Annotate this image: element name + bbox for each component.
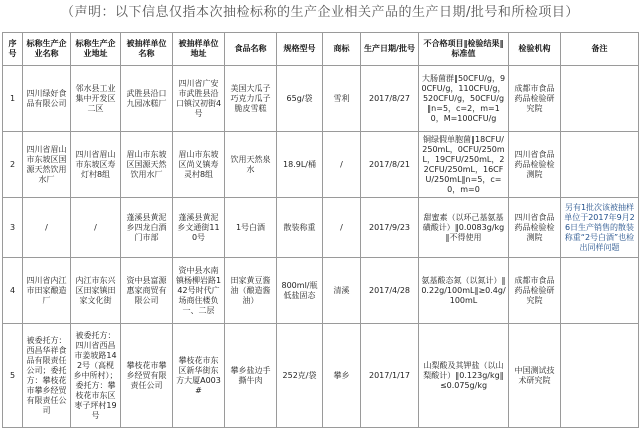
cell-food: 攀乡盐边手撕牛肉 — [225, 324, 277, 428]
cell-date: 2017/4/28 — [361, 258, 419, 324]
cell-sampled-unit: 攀枝花市攀乡经贸有限责任公司 — [121, 324, 173, 428]
cell-company: 四川绿好食品有限公司 — [23, 66, 71, 132]
cell-address: 邻水县工业集中开发区二区 — [71, 66, 121, 132]
cell-remark — [561, 132, 639, 198]
cell-remark: 另有1批次该被抽样单位于2017年9月26日生产销售的散装称重“2号白酒”也检出同样问题 — [561, 198, 639, 258]
cell-sampled-unit: 眉山市东坡区国源天然饮用水厂 — [121, 132, 173, 198]
header-address: 标称生产企业地址 — [71, 33, 121, 66]
cell-brand: 雪利 — [323, 66, 361, 132]
header-lab: 检验机构 — [509, 33, 561, 66]
cell-address: 内江市东兴区田家镇田家文化街 — [71, 258, 121, 324]
cell-address: 被委托方：四川省西昌市姜坡路142号（高枧乡中所村）；委托方：攀枝花市东区枣子坪村19号 — [71, 324, 121, 428]
cell-spec: 18.9L/桶 — [277, 132, 323, 198]
cell-spec: 65g/袋 — [277, 66, 323, 132]
cell-brand: 清溪 — [323, 258, 361, 324]
cell-food: 饮用天然泉水 — [225, 132, 277, 198]
cell-lab: 中国测试技术研究院 — [509, 324, 561, 428]
cell-no: 4 — [3, 258, 23, 324]
cell-remark — [561, 324, 639, 428]
cell-date: 2017/1/17 — [361, 324, 419, 428]
cell-lab: 四川省食品药品检验检测院 — [509, 132, 561, 198]
header-failure: 不合格项目‖检验结果‖标准值 — [419, 33, 509, 66]
header-sampled-unit: 被抽样单位名称 — [121, 33, 173, 66]
header-date: 生产日期/批号 — [361, 33, 419, 66]
cell-food: 1号白酒 — [225, 198, 277, 258]
cell-sampled-unit: 资中县富源惠家商贸有限公司 — [121, 258, 173, 324]
cell-no: 1 — [3, 66, 23, 132]
cell-failure: 铜绿假单胞菌‖18CFU/250mL，0CFU/250mL，19CFU/250mL，22CFU/250mL，16CFU/250mL‖n=5，c=0，m=0 — [419, 132, 509, 198]
cell-sampled-address: 攀枝花市东区新华街东方大厦A003# — [173, 324, 225, 428]
cell-brand: / — [323, 198, 361, 258]
cell-date: 2017/8/27 — [361, 66, 419, 132]
cell-brand: 攀乡 — [323, 324, 361, 428]
cell-lab: 四川省食品药品检验检测院 — [509, 198, 561, 258]
cell-sampled-address: 眉山市东坡区尚义镇寿灵村8组 — [173, 132, 225, 198]
cell-failure: 大肠菌群‖50CFU/g，90CFU/g，110CFU/g，520CFU/g，50CFU/g‖n=5，c=2，m=10，M=100CFU/g — [419, 66, 509, 132]
cell-sampled-unit: 武胜县沿口九园冰糕厂 — [121, 66, 173, 132]
cell-spec: 散装称重 — [277, 198, 323, 258]
cell-company: 被委托方：西昌华祥食品有限责任公司；委托方：攀枝花市攀乡经贸有限责任公司 — [23, 324, 71, 428]
header-no: 序号 — [3, 33, 23, 66]
cell-failure: 甜蜜素（以环己基氨基磺酸计）‖0.0083g/kg‖不得使用 — [419, 198, 509, 258]
header-spec: 规格型号 — [277, 33, 323, 66]
header-brand: 商标 — [323, 33, 361, 66]
cell-remark — [561, 258, 639, 324]
table-row — [3, 66, 639, 132]
table-row — [3, 258, 639, 324]
cell-company: 四川省眉山市东坡区国源天然饮用水厂 — [23, 132, 71, 198]
cell-lab: 成都市食品药品检验研究院 — [509, 258, 561, 324]
disclaimer-notice: （声明：以下信息仅指本次抽检标称的生产企业相关产品的生产日期/批号和所检项目） — [61, 5, 579, 20]
inspection-results-table — [2, 32, 639, 428]
cell-sampled-address: 资中县水南镇杨柳岩路142号时代广场商住楼负一、二层 — [173, 258, 225, 324]
cell-no: 3 — [3, 198, 23, 258]
cell-spec: 800ml/瓶低盐固态 — [277, 258, 323, 324]
table-header-row — [3, 33, 639, 66]
table-row — [3, 198, 639, 258]
cell-company: 四川省内江市田家酿造厂 — [23, 258, 71, 324]
cell-sampled-address: 四川省广安市武胜县沿口镇汉初街4号 — [173, 66, 225, 132]
cell-date: 2017/8/21 — [361, 132, 419, 198]
table-row — [3, 132, 639, 198]
cell-lab: 成都市食品药品检验研究院 — [509, 66, 561, 132]
cell-remark — [561, 66, 639, 132]
cell-sampled-unit: 蓬溪县黄泥乡四龙白酒门市部 — [121, 198, 173, 258]
cell-sampled-address: 蓬溪县黄泥乡文通街110号 — [173, 198, 225, 258]
cell-no: 5 — [3, 324, 23, 428]
table-row — [3, 324, 639, 428]
cell-failure: 山梨酸及其钾盐（以山梨酸计）‖0.123g/kg‖≤0.075g/kg — [419, 324, 509, 428]
header-food: 食品名称 — [225, 33, 277, 66]
cell-company: / — [23, 198, 71, 258]
cell-brand: / — [323, 132, 361, 198]
cell-failure: 氨基酸态氮（以氮计）‖0.22g/100mL‖≥0.4g/100mL — [419, 258, 509, 324]
header-sampled-address: 被抽样单位地址 — [173, 33, 225, 66]
cell-food: 田家黄豆酱油（酿造酱油） — [225, 258, 277, 324]
cell-no: 2 — [3, 132, 23, 198]
cell-address: / — [71, 198, 121, 258]
cell-spec: 252克/袋 — [277, 324, 323, 428]
header-remark: 备注 — [561, 33, 639, 66]
cell-food: 美国大瓜子巧克力瓜子脆皮雪糕 — [225, 66, 277, 132]
header-company: 标称生产企业名称 — [23, 33, 71, 66]
cell-date: 2017/9/23 — [361, 198, 419, 258]
cell-address: 四川省眉山市东坡区寿灯村8组 — [71, 132, 121, 198]
